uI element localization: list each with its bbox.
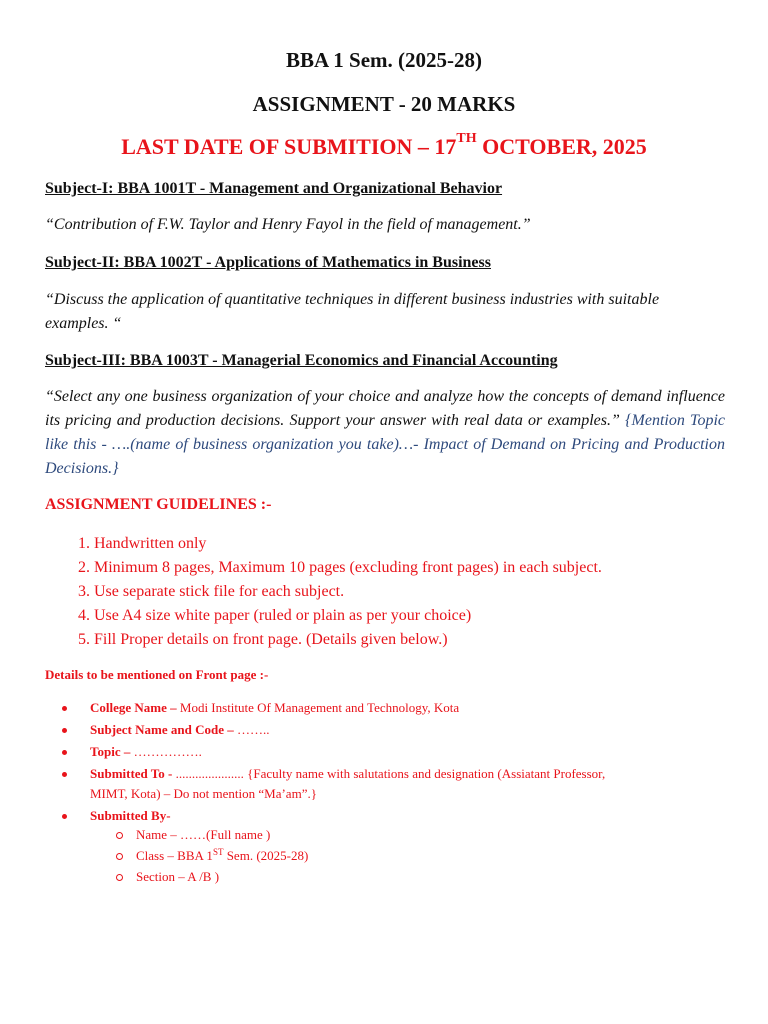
circle-bullet-icon: [116, 853, 123, 860]
subject-2-topic: “Discuss the application of quantitative techniques in different business industries with suitable examples. “: [45, 291, 660, 332]
guideline-item: [45, 532, 602, 556]
guideline-text: Use A4 size white paper (ruled or plain as per your choice): [94, 607, 472, 624]
submitted-to-value-2: MIMT, Kota) – Do not mention “Ma’am”.}: [90, 786, 317, 801]
assignment-title: ASSIGNMENT - 20 MARKS: [252, 92, 516, 116]
bullet-icon: [62, 706, 67, 711]
guideline-text: Fill Proper details on front page. (Details given below.): [94, 631, 448, 648]
bullet-icon: [62, 814, 67, 819]
class-sup: ST: [212, 847, 224, 857]
guideline-number: 3.: [78, 583, 90, 600]
subject-3-topic: [45, 385, 725, 481]
deadline-suffix: OCTOBER, 2025: [476, 134, 647, 159]
class-suffix: Sem. (2025-28): [223, 848, 309, 863]
subject-label: Subject Name and Code –: [90, 722, 237, 737]
bullet-icon: [62, 772, 67, 777]
deadline-sup: TH: [456, 131, 477, 146]
bullet-icon: [62, 728, 67, 733]
guideline-number: 2.: [78, 559, 90, 576]
course-title: BBA 1 Sem. (2025-28): [286, 48, 482, 72]
deadline-prefix: LAST DATE OF SUBMITION – 17: [121, 134, 457, 159]
topic-value: …………….: [133, 744, 202, 759]
guideline-item: [45, 556, 602, 580]
guidelines-title: ASSIGNMENT GUIDELINES :-: [45, 496, 272, 513]
subject-2-heading: Subject-II: BBA 1002T - Applications of Mathematics in Business: [45, 254, 491, 271]
college-label: College Name –: [90, 700, 180, 715]
circle-bullet-icon: [116, 832, 123, 839]
circle-bullet-icon: [116, 874, 123, 881]
guideline-item: [45, 580, 602, 604]
guideline-text: Use separate stick file for each subject.: [94, 583, 345, 600]
guideline-text: Minimum 8 pages, Maximum 10 pages (excluding front pages) in each subject.: [94, 559, 602, 576]
subject-3-topic-text: “Select any one business organization of your choice and analyze how the concepts of demand influence its pricing and production decisions. Support your answer with real data or examples.”: [45, 388, 725, 429]
guidelines-list: [45, 532, 602, 652]
subject-3-heading: Subject-III: BBA 1003T - Managerial Economics and Financial Accounting: [45, 352, 558, 369]
submitted-to-value: ..................... {Faculty name with salutations and designation (Assiatant Professor,: [175, 766, 606, 781]
sub-item-name-text: Name – ……(Full name ): [136, 827, 271, 842]
class-prefix: Class – BBA 1: [136, 848, 213, 863]
guideline-text: Handwritten only: [94, 535, 207, 552]
subject-3-note: {Mention Topic like this - ….(name of business organization you take)…- Impact of Demand on Pricing and Production Decisions.}: [45, 412, 725, 477]
subject-value: ……..: [236, 722, 270, 737]
guideline-item: [45, 604, 602, 628]
guideline-number: 4.: [78, 607, 90, 624]
subject-1-heading: Subject-I: BBA 1001T - Management and Organizational Behavior: [45, 180, 503, 197]
sub-item-section-text: Section – A /B ): [136, 869, 220, 884]
guideline-number: 1.: [78, 535, 90, 552]
college-value: Modi Institute Of Management and Technology, Kota: [179, 700, 460, 715]
topic-label: Topic –: [90, 744, 134, 759]
subject-1-topic: “Contribution of F.W. Taylor and Henry Fayol in the field of management.”: [45, 216, 531, 233]
submitted-by-label: Submitted By-: [90, 808, 171, 823]
bullet-icon: [62, 750, 67, 755]
guideline-item: [45, 628, 602, 652]
deadline: [0, 131, 768, 160]
details-title: Details to be mentioned on Front page :-: [45, 667, 269, 682]
submitted-to-label: Submitted To -: [90, 766, 176, 781]
guideline-number: 5.: [78, 631, 90, 648]
